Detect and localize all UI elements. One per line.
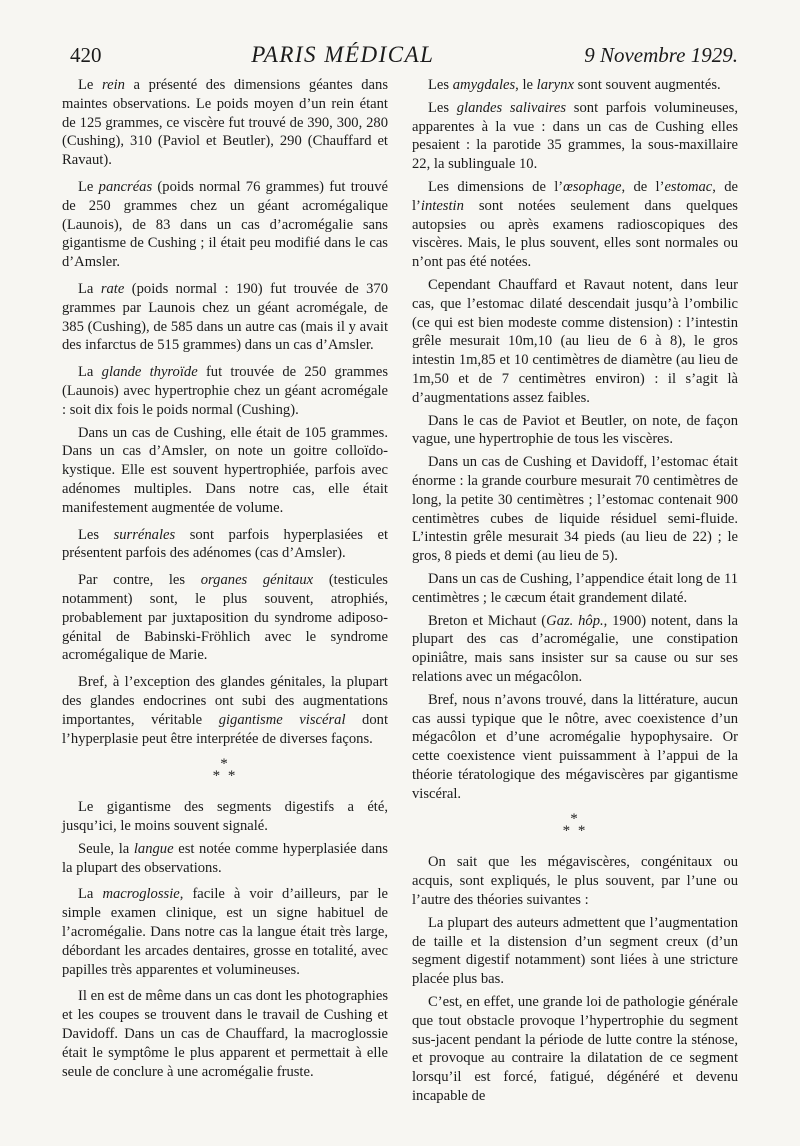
paragraph-text: sont parfois hyperplasiées et présentent parfois des adénomes (cas d’Amsler). <box>62 526 388 562</box>
paragraph-text: Il en est de même dans un cas dont les photographies et les coupes se trouvent dans le travail de Cushing et Davidoff. Dans un cas de Chauffard, la macroglossie était le symptôme le plus apparent et permettait à elle seule de conclure à une acromégalie fruste. <box>62 988 388 1080</box>
paragraph-text: , facile à voir d’ailleurs, par le simple examen clinique, est un signe habituel de l’acromégalie. Dans notre cas la langue était très large, débordant les arcades dentaires, grosse en totalité, avec papilles très apparentes et volumineuses. <box>62 886 388 978</box>
paragraph-text: sont notées seulement dans quelques autopsies ou après examens radioscopiques des viscères. Mais, le plus souvent, elles sont normales ou n’ont pas été notées. <box>412 197 738 271</box>
paragraph <box>62 840 388 878</box>
paragraph-text: sont souvent augmentés. <box>573 77 721 93</box>
paragraph <box>412 412 738 450</box>
paragraph <box>412 76 738 95</box>
paragraph-text: La plupart des auteurs admettent que l’augmentation de taille et la distension d’un segment creux (d’un segment digestif notamment) sont liées à une stricture placée plus bas. <box>412 914 738 988</box>
paragraph <box>62 76 388 170</box>
emphasized-term: surrénales <box>113 526 176 543</box>
paragraph <box>412 99 738 174</box>
paragraph <box>62 178 388 272</box>
separator-bottom: * * <box>212 768 238 785</box>
issue-date: 9 Novembre 1929. <box>584 43 738 67</box>
paragraph-text: Le <box>78 178 99 195</box>
paragraph-text: , le <box>515 77 537 93</box>
paragraph <box>62 424 388 518</box>
paragraph-text: a présenté des dimensions géantes dans maintes observations. Le poids moyen d’un rein étant de 125 grammes, ce viscère fut trouvé de 390, 300, 280 (Cushing), 310 (Paviol et Beutler), 290 (Chauffard et Ravaut). <box>62 77 389 169</box>
section-separator <box>62 758 388 788</box>
paragraph-text: Seule, la <box>78 840 134 857</box>
emphasized-term: larynx <box>536 77 574 93</box>
paragraph <box>62 673 388 748</box>
emphasized-term: rate <box>100 280 125 297</box>
paragraph-text: La <box>78 280 101 297</box>
emphasized-term: pancréas <box>98 178 153 195</box>
separator-top: * <box>570 811 580 828</box>
paragraph-text: Les <box>428 77 453 93</box>
paragraph-text: Dans un cas de Cushing et Davidoff, l’estomac était énorme : la grande courbure mesurait 70 centimètres de long, la petite 30 centimètres ; l’estomac contenait 900 centimètres cubes de liquide résiduel semi-fluide. L’intestin grêle mesurait 34 pieds (au lieu de 22) ; le gros, 8 pieds et demi (au lieu de 5). <box>412 454 738 565</box>
paragraph <box>62 280 388 355</box>
emphasized-term: glandes salivaires <box>456 99 567 116</box>
paragraph-text: Cependant Chauffard et Ravaut notent, dans leur cas, que l’estomac dilaté descendait jusqu’à l’ombilic (ce qui est bien modeste comme distension) : l’intestin grêle mesurait 10m,10 (au lieu de 6 à 8), le gros intestin 1m,85 et 10 centimètres de diamètre (au lieu de 1m,50 et de 7 centimètres environ) : il s’agit là d’augmentations assez faibles. <box>412 276 738 406</box>
journal-title: PARIS MÉDICAL <box>251 42 435 67</box>
paragraph <box>412 691 738 804</box>
paragraph <box>412 914 738 989</box>
paragraph-text: (poids normal : 190) fut trouvée de 370 grammes par Launois chez un géant acromégale, de 385 (Cushing), de 585 dans un autre cas (mais il y avait des infarctus de 515 grammes) dans un cas d’Amsler. <box>62 280 389 354</box>
paragraph-text: La <box>78 364 102 381</box>
separator-bottom: * * <box>562 823 588 840</box>
paragraph-text: , de l’ <box>621 178 665 195</box>
paragraph-text: (testicules notamment) sont, le plus souvent, atrophiés, probablement par juxtaposition du syndrome adiposo-génital de Babinski-Fröhlich avec le syndrome acromégalique de Marie. <box>62 572 388 664</box>
emphasized-term: langue <box>133 840 174 857</box>
left-column <box>62 76 388 1085</box>
paragraph-text: Dans le cas de Paviot et Beutler, on note, de façon vague, une hypertrophie de tous les viscères. <box>412 412 738 448</box>
emphasized-term: glande thyroïde <box>101 364 198 381</box>
paragraph-text: , de l’ <box>412 178 738 214</box>
emphasized-term: amygdales <box>452 77 516 93</box>
paragraph-text: , 1900) notent, dans la plupart des cas d’acromégalie, une constipation opiniâtre, mais sans insister sur sa cause ou sur ses relations avec un mégacôlon. <box>412 612 738 685</box>
paragraph-text: Bref, nous n’avons trouvé, dans la littérature, aucun cas aussi typique que le nôtre, avec coexistence d’un mégacôlon et d’une acromégalie hypophysaire. Or cette coexistence vient puissamment à l’appui de la théorie tératologique des mégaviscères par gigantisme viscéral. <box>412 691 738 802</box>
paragraph <box>62 571 388 665</box>
emphasized-term: organes génitaux <box>200 572 314 589</box>
paragraph-text: C’est, en effet, une grande loi de pathologie générale que tout obstacle provoque l’hypertrophie du segment sus-jacent pendant la période de lutte contre la sténose, et provoque au contraire la dilatation de ce segment lorsqu’il est forcé, fatigué, dégénéré et devenu incapable de <box>412 994 738 1105</box>
paragraph-text: (poids normal 76 grammes) fut trouvé de 250 grammes chez un géant acromégalique (Launois), de 83 dans un cas d’acromégalie sans gigantisme de Cushing ; il était peu modifié dans le cas d’Amsler. <box>62 178 388 271</box>
paragraph <box>412 853 738 909</box>
emphasized-term: intestin <box>420 197 464 214</box>
paragraph-text: Dans un cas de Cushing, l’appendice était long de 11 centimètres ; le cæcum était grandement dilaté. <box>412 570 738 606</box>
emphasized-term: macroglossie <box>102 886 180 903</box>
paragraph <box>412 570 738 608</box>
paragraph-text: Les dimensions de l’ <box>428 178 564 195</box>
paragraph-text: Breton et Michaut ( <box>428 612 547 629</box>
paragraph-text: Par contre, les <box>78 572 201 589</box>
paragraph <box>412 178 738 272</box>
paragraph-text: Les <box>78 526 114 543</box>
page-header <box>70 42 738 78</box>
paragraph <box>62 987 388 1081</box>
paragraph <box>62 526 388 564</box>
right-column <box>412 76 738 1110</box>
emphasized-term: rein <box>101 77 125 93</box>
separator-top: * <box>220 756 230 773</box>
paragraph-text: Dans un cas de Cushing, elle était de 105 grammes. Dans un cas d’Amsler, on note un goitre colloïdo-kystique. Elle est souvent hypertrophiée, parfois avec adénomes multiples. Dans notre cas, elle était manifestement augmentée de volume. <box>62 424 388 516</box>
paragraph <box>62 885 388 979</box>
paragraph <box>412 453 738 566</box>
page-number: 420 <box>70 43 102 67</box>
emphasized-term: estomac <box>664 178 713 195</box>
paragraph-text: La <box>78 886 103 903</box>
emphasized-term: gigantisme viscéral <box>218 711 346 728</box>
paragraph <box>62 798 388 836</box>
paragraph-text: Le gigantisme des segments digestifs a été, jusqu’ici, le moins souvent signalé. <box>62 799 388 835</box>
emphasized-term: œsophage <box>563 178 622 195</box>
paragraph-text: On sait que les mégaviscères, congénitaux ou acquis, sont expliqués, le plus souvent, par l’une ou l’autre des théories suivantes : <box>412 854 738 909</box>
paragraph-text: Le <box>78 77 102 93</box>
paragraph-text: fut trouvée de 250 grammes (Launois) avec hypertrophie chez un géant acromégale : soit dix fois le poids normal (Cushing). <box>62 364 389 418</box>
paragraph-text: dont l’hyperplasie peut être interprétée de diverses façons. <box>62 711 388 747</box>
paragraph <box>62 363 388 419</box>
paragraph <box>412 993 738 1106</box>
paragraph <box>412 612 738 687</box>
paragraph <box>412 276 738 408</box>
paragraph-text: Les <box>428 99 457 116</box>
emphasized-term: Gaz. hôp. <box>546 612 604 629</box>
paragraph-text: Bref, à l’exception des glandes génitales, la plupart des glandes endocrines ont subi des augmentations importantes, véritable <box>62 674 388 728</box>
paragraph-text: sont parfois volumineuses, apparentes à la vue : dans un cas de Cushing elles pesaient : la parotide 35 grammes, la sous-maxillaire 22, la sublinguale 10. <box>412 99 738 173</box>
section-separator <box>412 813 738 843</box>
paragraph-text: est notée comme hyperplasiée dans la plupart des observations. <box>62 840 388 876</box>
